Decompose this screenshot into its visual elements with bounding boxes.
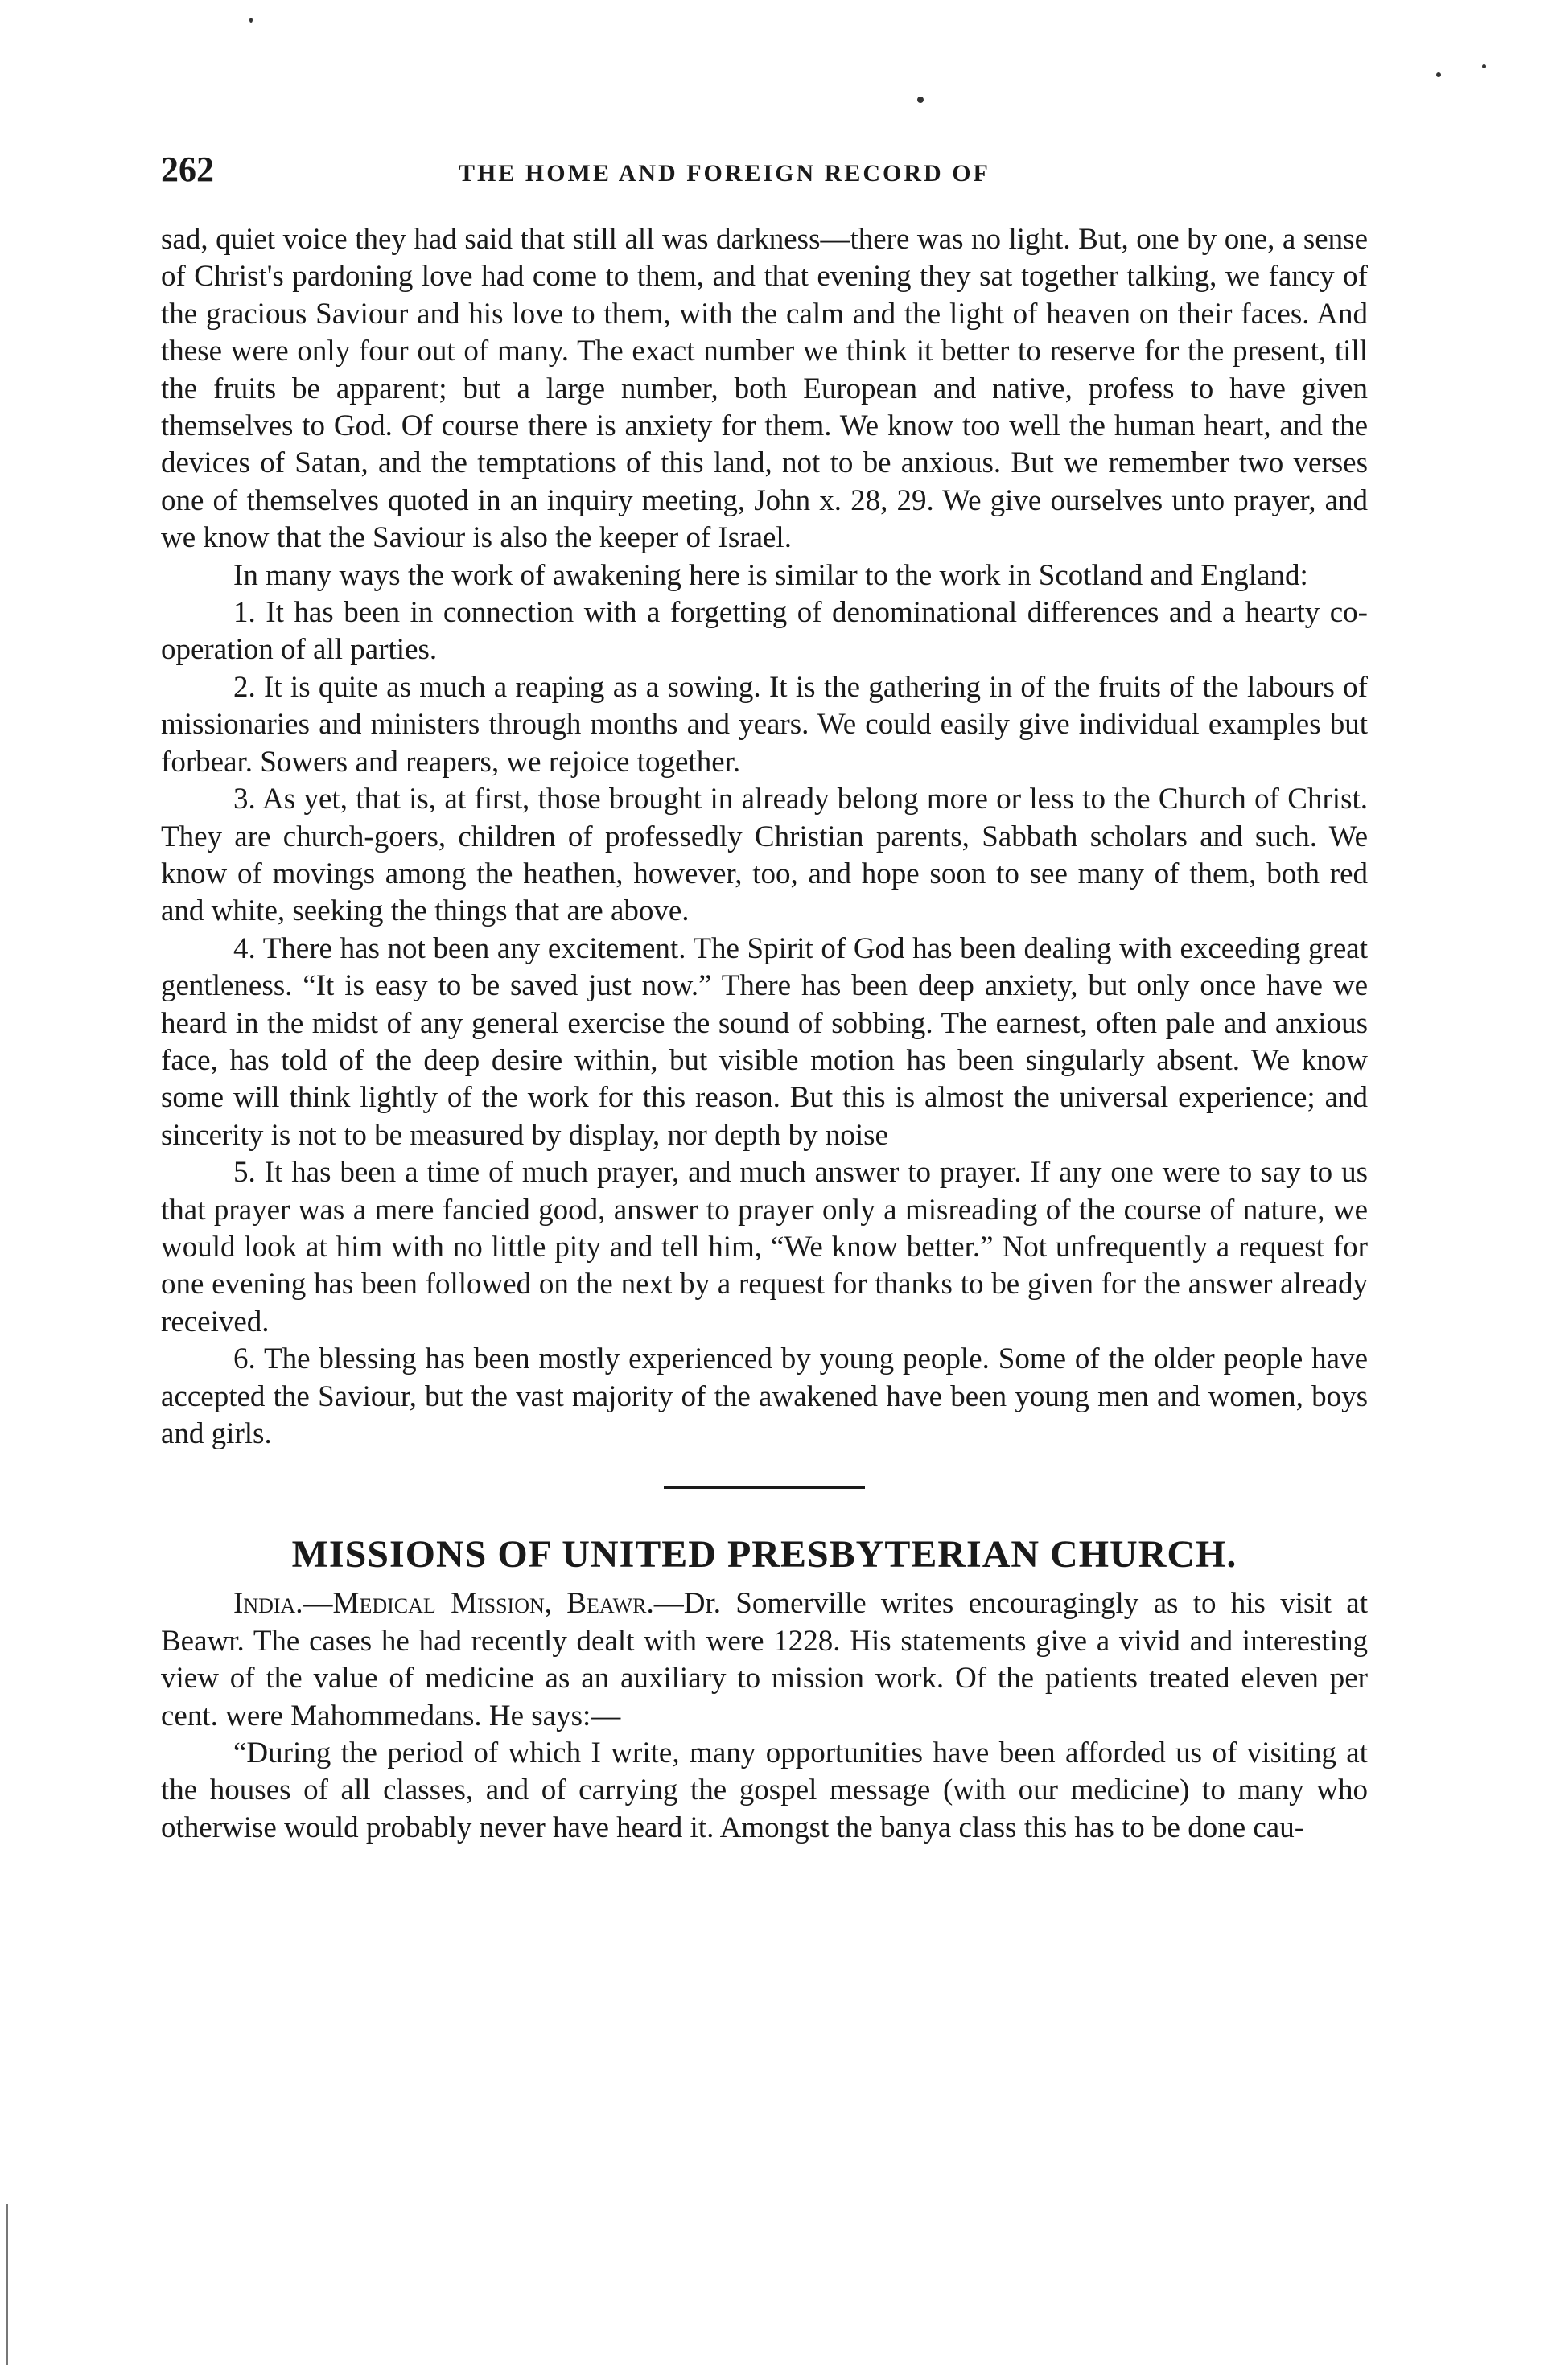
section-divider: [664, 1486, 865, 1489]
missions-quote: “During the period of which I write, many opportunities have been afforded us of visiting at the houses of all classes, and of carrying the gospel message (with our medicine) to many who otherwise would probably never have heard it. Amongst the banya class this has to be done cau-: [161, 1737, 1368, 1844]
missions-intro-text: —Dr. Somerville writes encouragingly as to his visit at Beawr. The cases he had recently dealt with were 1228. His statements give a vivid and interesting view of the value of medicine as an auxiliary to mission work. Of the patients treated eleven per cent. were Mahommedans. He says:—: [161, 1587, 1368, 1733]
list-item-1: 1. It has been in connection with a forgetting of denominational differences and a hearty co-operation of all parties.: [161, 596, 1368, 667]
scan-speck: [249, 18, 253, 23]
page-number: 262: [161, 150, 214, 189]
scan-speck: [1436, 72, 1441, 77]
scan-margin-mark: [6, 2204, 8, 2365]
list-item-3: 3. As yet, that is, at first, those brought in already belong more or less to the Church of Christ. They are church-goers, children of professedly Christian parents, Sabbath scholars and such. We know of movings among the heathen, however, too, and hope soon to see many of them, both red and white, seeking the things that are above.: [161, 783, 1368, 928]
page-header: [161, 149, 1368, 221]
paragraph-continuation: sad, quiet voice they had said that still all was darkness—there was no light. But, one by one, a sense of Christ's pardoning love had come to them, and that evening they sat together talking, we fancy of the gracious Saviour and his love to them, with the calm and the light of heaven on their faces. And these were only four out of many. The exact number we think it better to reserve for the present, till the fruits be apparent; but a large number, both European and native, profess to have given themselves to God. Of course there is anxiety for them. We know too well the human heart, and the devices of Satan, and the temptations of this land, not to be anxious. But we remember two verses one of themselves quoted in an inquiry meeting, John x. 28, 29. We give ourselves unto prayer, and we know that the Saviour is also the keeper of Israel.: [161, 223, 1368, 555]
list-item-6: 6. The blessing has been mostly experienced by young people. Some of the older people have accepted the Saviour, but the vast majority of the awakened have been young men and women, boys and girls.: [161, 1342, 1368, 1450]
page: [161, 149, 1368, 1847]
scan-speck: [1482, 64, 1486, 68]
list-item-2: 2. It is quite as much a reaping as a sowing. It is the gathering in of the fruits of the labours of missionaries and ministers through months and years. We could easily give individual examples but forbear. Sowers and reapers, we rejoice together.: [161, 670, 1368, 779]
scan-speck: [917, 97, 924, 103]
missions-intro: [161, 1585, 1368, 1735]
list-item-5: 5. It has been a time of much prayer, and much answer to prayer. If any one were to say to us that prayer was a mere fancied good, answer to prayer only a misreading of the course of nature, we would look at him with no little pity and tell him, “We know better.” Not unfrequently a request for one evening has been followed on the next by a request for thanks to be given for the answer already received.: [161, 1156, 1368, 1338]
section-heading: MISSIONS OF UNITED PRESBYTERIAN CHURCH.: [291, 1533, 1237, 1576]
list-item-4: 4. There has not been any excitement. The Spirit of God has been dealing with exceeding great gentleness. “It is easy to be saved just now.” There has been deep anxiety, but only once have we heard in the midst of any general exercise the sound of sobbing. The earnest, often pale and anxious face, has told of the deep desire within, but visible motion has been singularly absent. We know some will think lightly of the work for this reason. But this is almost the universal experience; and sincerity is not to be measured by display, nor depth by noise: [161, 931, 1368, 1152]
running-head: THE HOME AND FOREIGN RECORD OF: [459, 160, 990, 187]
article-body: [161, 221, 1368, 1453]
paragraph-awakening-intro: In many ways the work of awakening here is similar to the work in Scotland and England:: [233, 558, 1308, 592]
missions-lead: India.—Medical Mission, Beawr.: [233, 1587, 654, 1621]
